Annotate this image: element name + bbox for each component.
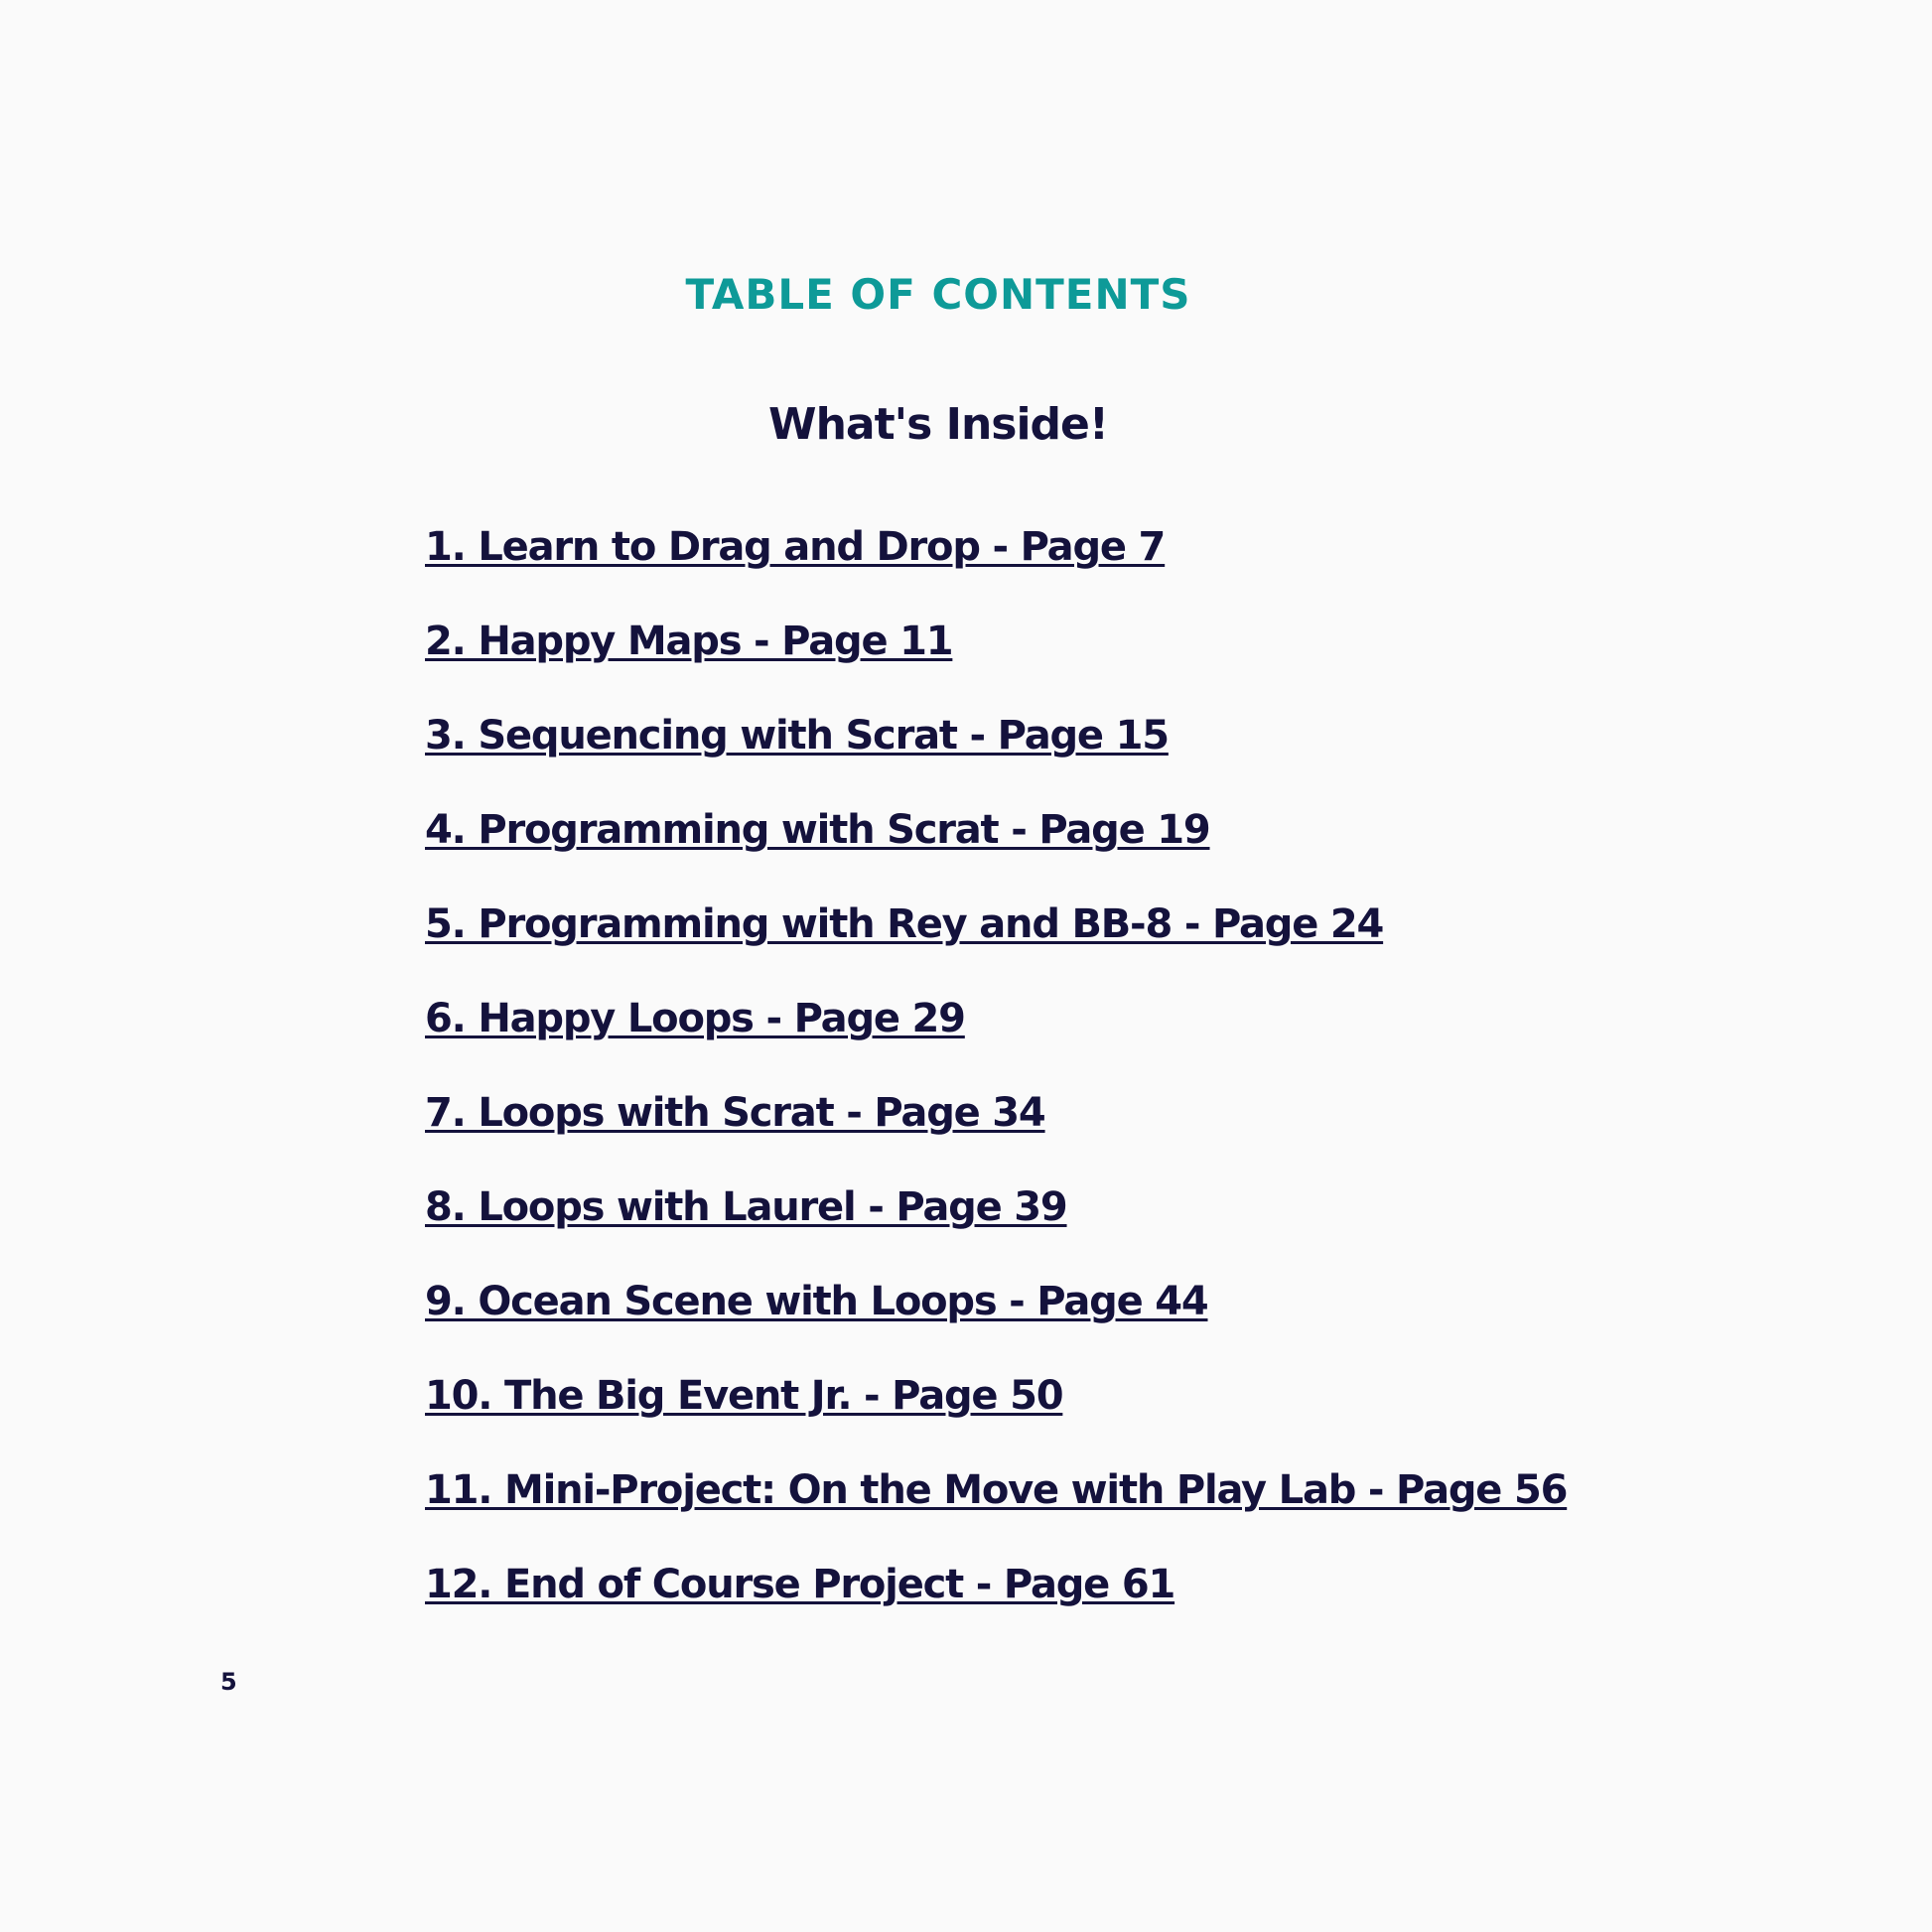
toc-heading: TABLE OF CONTENTS: [685, 270, 1191, 319]
toc-item: [425, 1184, 1567, 1279]
toc-link-7[interactable]: 7. Loops with Scrat - Page 34: [425, 1090, 1045, 1136]
toc-link-2[interactable]: 2. Happy Maps - Page 11: [425, 619, 953, 664]
toc-list: [425, 524, 1567, 1656]
toc-link-3[interactable]: 3. Sequencing with Scrat - Page 15: [425, 713, 1169, 759]
toc-item: [425, 1090, 1567, 1184]
toc-link-1[interactable]: 1. Learn to Drag and Drop - Page 7: [425, 524, 1166, 570]
toc-link-8[interactable]: 8. Loops with Laurel - Page 39: [425, 1184, 1067, 1230]
toc-item: [425, 807, 1567, 901]
toc-item: [425, 713, 1567, 807]
toc-item: [425, 619, 1567, 713]
toc-link-5[interactable]: 5. Programming with Rey and BB-8 - Page 24: [425, 901, 1384, 947]
toc-item: [425, 1562, 1567, 1656]
toc-link-11[interactable]: 11. Mini-Project: On the Move with Play Lab - Page 56: [425, 1467, 1568, 1513]
toc-item: [425, 1467, 1567, 1562]
toc-item: [425, 996, 1567, 1090]
toc-link-6[interactable]: 6. Happy Loops - Page 29: [425, 996, 965, 1041]
toc-link-4[interactable]: 4. Programming with Scrat - Page 19: [425, 807, 1210, 853]
toc-link-12[interactable]: 12. End of Course Project - Page 61: [425, 1562, 1175, 1607]
subheading: What's Inside!: [768, 399, 1108, 450]
toc-item: [425, 1373, 1567, 1467]
toc-item: [425, 1279, 1567, 1373]
toc-link-9[interactable]: 9. Ocean Scene with Loops - Page 44: [425, 1279, 1208, 1324]
toc-link-10[interactable]: 10. The Big Event Jr. - Page 50: [425, 1373, 1063, 1419]
page-number: 5: [220, 1668, 237, 1696]
toc-item: [425, 524, 1567, 619]
toc-item: [425, 901, 1567, 996]
